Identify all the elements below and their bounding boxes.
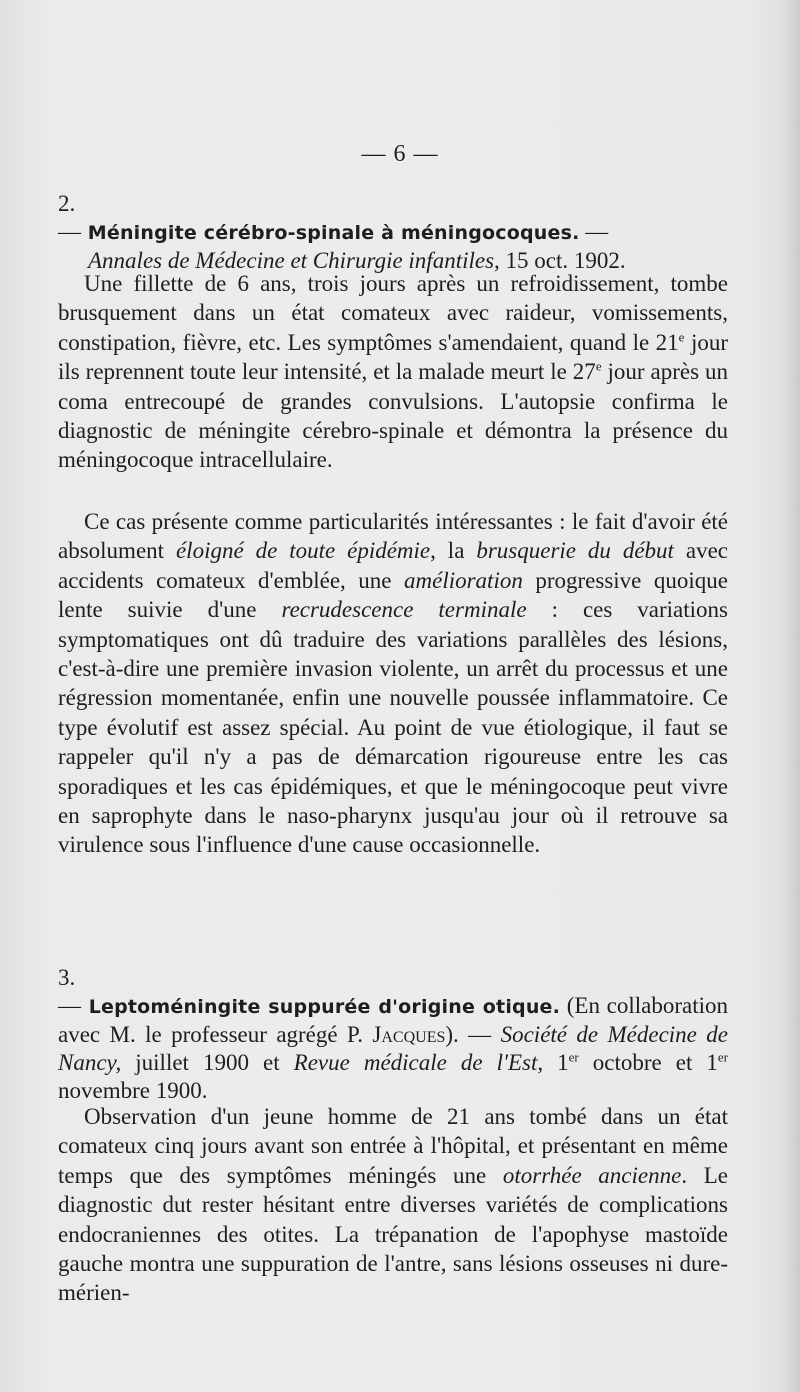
entry-3-collab-name: Jacques xyxy=(372,1022,446,1047)
entry-2-p1-text: Une fillette de 6 ans, trois jours après un refroidissement, tombe brusquement dans un état comateux avec raideur, vomissements, constipation, fièvre, etc. Les symptômes s'amendaient, quand le 21 xyxy=(58,271,728,355)
entry-2-p1-sup2: e xyxy=(595,358,602,374)
entry-2-dash: — xyxy=(579,219,609,244)
entry-3-collab-b: ). — xyxy=(445,1022,492,1047)
entry-2-source-journal: Annales de Médecine et Chirurgie infantiles, xyxy=(88,248,500,273)
entry-3-heading xyxy=(58,964,728,1105)
entry-3-source-tail-3: novembre 1900. xyxy=(58,1078,208,1103)
page-number: — 6 — xyxy=(361,141,439,167)
entry-2-heading xyxy=(58,190,728,275)
entry-2-p2-b: , la xyxy=(430,538,477,564)
entry-2-p2-c: avec accidents comateux d'emblée, une xyxy=(58,538,728,593)
entry-3-source-journal: Société de Médecine de Nancy, xyxy=(58,1022,728,1075)
entry-3-p1-a-italic: otorrhée ancienne xyxy=(502,1162,682,1188)
entry-3-title: Leptoméningite suppurée d'origine otique. xyxy=(88,996,561,1018)
entry-3-source-mid: juillet 1900 et xyxy=(121,1050,294,1075)
entry-3-sup-b: er xyxy=(717,1049,728,1065)
entry-2-p2-e: : ces variations symptomatiques ont dû traduire des variations parallèles des lésions, c'est-à-dire une première invasion violente, un arrêt du processus et une régression momentanée, enfin une nouvelle poussée inflammatoire. Ce type évolutif est assez spécial. Au point de vue étiologique, il faut se rappeler qu'il n'y a pas de démarcation rigoureuse entre les cas sporadiques et les cas épidémiques, et que le méningocoque peut vivre en saprophyte dans le naso-pharynx jusqu'au jour où il retrouve sa virulence sous l'influence d'une cause occasionnelle. xyxy=(58,597,728,858)
entry-2-p1-text3: jour après un coma entrecoupé de grandes convulsions. L'autopsie confirma le diagnostic de méningite cérebro-spinale et démontra la présence du méningocoque intracellulaire. xyxy=(58,359,729,473)
entry-3-source-tail-1: 1 xyxy=(543,1050,569,1075)
entry-2-p2-b-italic: brusquerie du début xyxy=(476,538,674,564)
page-edge-shadow xyxy=(782,0,800,1392)
entry-2-source-date: 15 oct. 1902. xyxy=(499,248,626,273)
entry-2-p2-a: Ce cas présente comme particularités intéressantes : le fait d'avoir été absolument xyxy=(58,509,728,564)
entry-2-title: Méningite cérébro-spinale à méningocoques. xyxy=(87,222,580,244)
entry-2-p2-a-italic: éloigné de toute épidémie xyxy=(175,538,431,564)
entry-3-source-journal-2: Revue médicale de l'Est, xyxy=(293,1050,544,1075)
entry-2-p2-c-italic: amélioration xyxy=(404,567,523,593)
entry-3-sup-a: er xyxy=(568,1049,579,1065)
entry-2-p2-d-italic: recrudescence terminale xyxy=(281,597,527,623)
entry-2-p1-text2: jour ils reprennent toute leur intensité, et la malade meurt le 27 xyxy=(58,329,728,385)
entry-3-collab-a: (En collaboration avec M. le professeur agrégé P. xyxy=(58,993,728,1047)
entry-2-paragraph-2 xyxy=(58,507,728,860)
entry-2-p2-d: progressive quoique lente suivie d'une xyxy=(58,567,728,623)
entry-2-p1-sup1: e xyxy=(678,329,685,345)
entry-3-p1-b: . Le diagnostic dut rester hésitant entre diverses variétés de complications endocraniennes des otites. La trépanation de l'apophyse mastoïde gauche montra une suppuration de l'antre, sans lésions osseuses ni dure-mérien- xyxy=(58,1162,728,1306)
entry-2-number: 2. — xyxy=(58,191,81,244)
entry-3-source-tail-2: octobre et 1 xyxy=(578,1050,718,1075)
entry-3-number: 3. — xyxy=(58,965,81,1018)
entry-3-paragraph-1 xyxy=(58,1102,728,1308)
entry-2-paragraph-1 xyxy=(58,269,728,475)
entry-3-p1-a: Observation d'un jeune homme de 21 ans tombé dans un état comateux cinq jours avant son entrée à l'hôpital, et présentant en même temps que des symptômes méningés une xyxy=(58,1104,728,1188)
